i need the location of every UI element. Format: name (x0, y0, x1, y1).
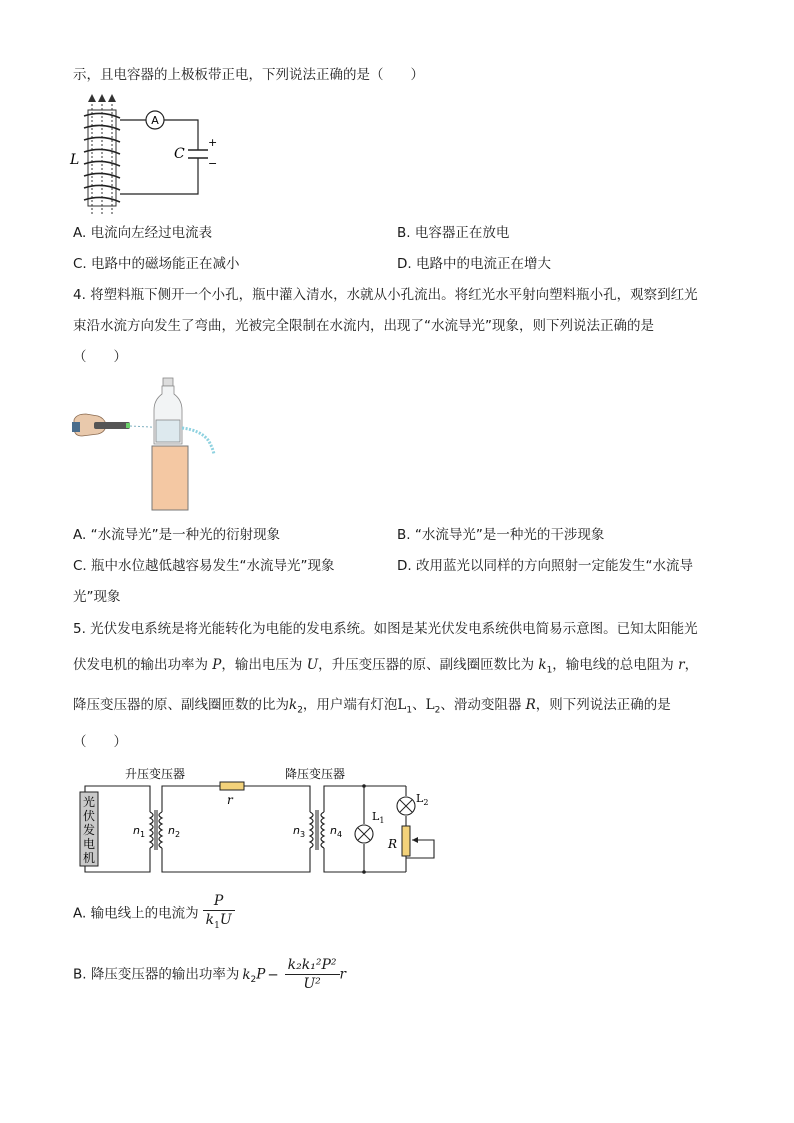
q4-option-a: A. “水流导光”是一种光的衍射现象 (73, 527, 281, 543)
svg-text:发: 发 (82, 823, 96, 837)
q3-stem-tail: 示，且电容器的上极板带正电，下列说法正确的是（ ） (73, 67, 424, 83)
lamp-l1-icon (355, 825, 373, 843)
svg-text:A: A (151, 114, 159, 127)
q4-stem-line3: （ ） (73, 349, 127, 365)
q4-option-d-line2: 光”现象 (73, 589, 121, 605)
q5-stem-line1: 5. 光伏发电系统是将光能转化为电能的发电系统。如图是某光伏发电系统供电简易示意图。已知太阳能光 (73, 621, 698, 637)
svg-text:光: 光 (82, 795, 96, 809)
q3-option-c: C. 电路中的磁场能正在减小 (73, 256, 240, 272)
q5-stem-line4: （ ） (73, 734, 127, 750)
q4-option-c: C. 瓶中水位越低越容易发生“水流导光”现象 (73, 558, 335, 574)
q3-option-b: B. 电容器正在放电 (397, 225, 510, 241)
svg-text:r: r (227, 793, 233, 807)
q5-option-a: A. 输电线上的电流为 $\frac{P}{k_1U}$ (73, 892, 235, 935)
svg-text:+: + (208, 136, 218, 149)
capacitor-label: C (174, 146, 185, 162)
q3-option-d: D. 电路中的电流正在增大 (397, 256, 551, 272)
plastic-bottle-icon (154, 378, 182, 444)
svg-text:n2: $n_2$ (168, 824, 181, 839)
q5-option-b: B. 降压变压器的输出功率为 $k_2P$ − $\frac{\text{k₂k₁²P²}}{\text{U²}}$ r (73, 957, 346, 992)
q5-power-transmission-figure (72, 762, 442, 876)
power-loss-fraction: $\frac{\text{k₂k₁²P²}}{\text{U²}}$ (285, 956, 340, 993)
bottle-stand (152, 446, 188, 510)
q4-bottle-light-figure (72, 376, 222, 512)
q4-option-b: B. “水流导光”是一种光的干涉现象 (397, 527, 605, 543)
q3-lc-circuit-figure (66, 92, 226, 218)
q5-stem-line2: 伏发电机的输出功率为 P，输出电压为 U，升压变压器的原、副线圈匝数比为 $k_1$，输电线的总电阻为 r， (73, 657, 699, 676)
svg-text:电: 电 (82, 837, 96, 851)
svg-text:L1: $L_1$ (372, 810, 385, 825)
inductor-label: L (70, 152, 80, 168)
step-down-transformer-label: 降压变压器 (285, 767, 346, 781)
line-resistor-r (220, 782, 244, 790)
svg-text:机: 机 (82, 851, 96, 865)
svg-text:n3: $n_3$ (293, 824, 306, 839)
q4-option-d-line1: D. 改用蓝光以同样的方向照射一定能发生“水流导 (397, 558, 693, 574)
q3-option-a: A. 电流向左经过电流表 (73, 225, 213, 241)
circuit-wires (120, 120, 198, 194)
svg-text:n4: $n_4$ (330, 824, 343, 839)
q4-stem-line2: 束沿水流方向发生了弯曲，光被完全限制在水流内，出现了“水流导光”现象，则下列说法正确的是 (73, 318, 654, 334)
q4-stem-line1: 4. 将塑料瓶下侧开一个小孔，瓶中灌入清水，水就从小孔流出。将红光水平射向塑料瓶小孔，观察到红光 (73, 287, 698, 303)
svg-text:n1: $n_1$ (133, 824, 146, 839)
lamp-l2-icon (397, 797, 415, 815)
svg-text:伏: 伏 (82, 809, 96, 823)
svg-text:R: R (388, 837, 398, 851)
rheostat-r (402, 826, 410, 856)
step-up-transformer-label: 升压变压器 (125, 767, 186, 781)
field-arrow-heads (88, 94, 116, 102)
q5-stem-line3: 降压变压器的原、副线圈匝数的比为$k_2$，用户端有灯泡$L_1$、$L_2$、滑动变阻器 R，则下列说法正确的是 (73, 697, 671, 716)
svg-text:L2: $L_2$ (416, 792, 429, 807)
svg-text:−: − (208, 157, 218, 170)
laser-pointer-icon (94, 422, 130, 429)
current-fraction: $\frac{P}{k_1U}$ (203, 892, 235, 935)
